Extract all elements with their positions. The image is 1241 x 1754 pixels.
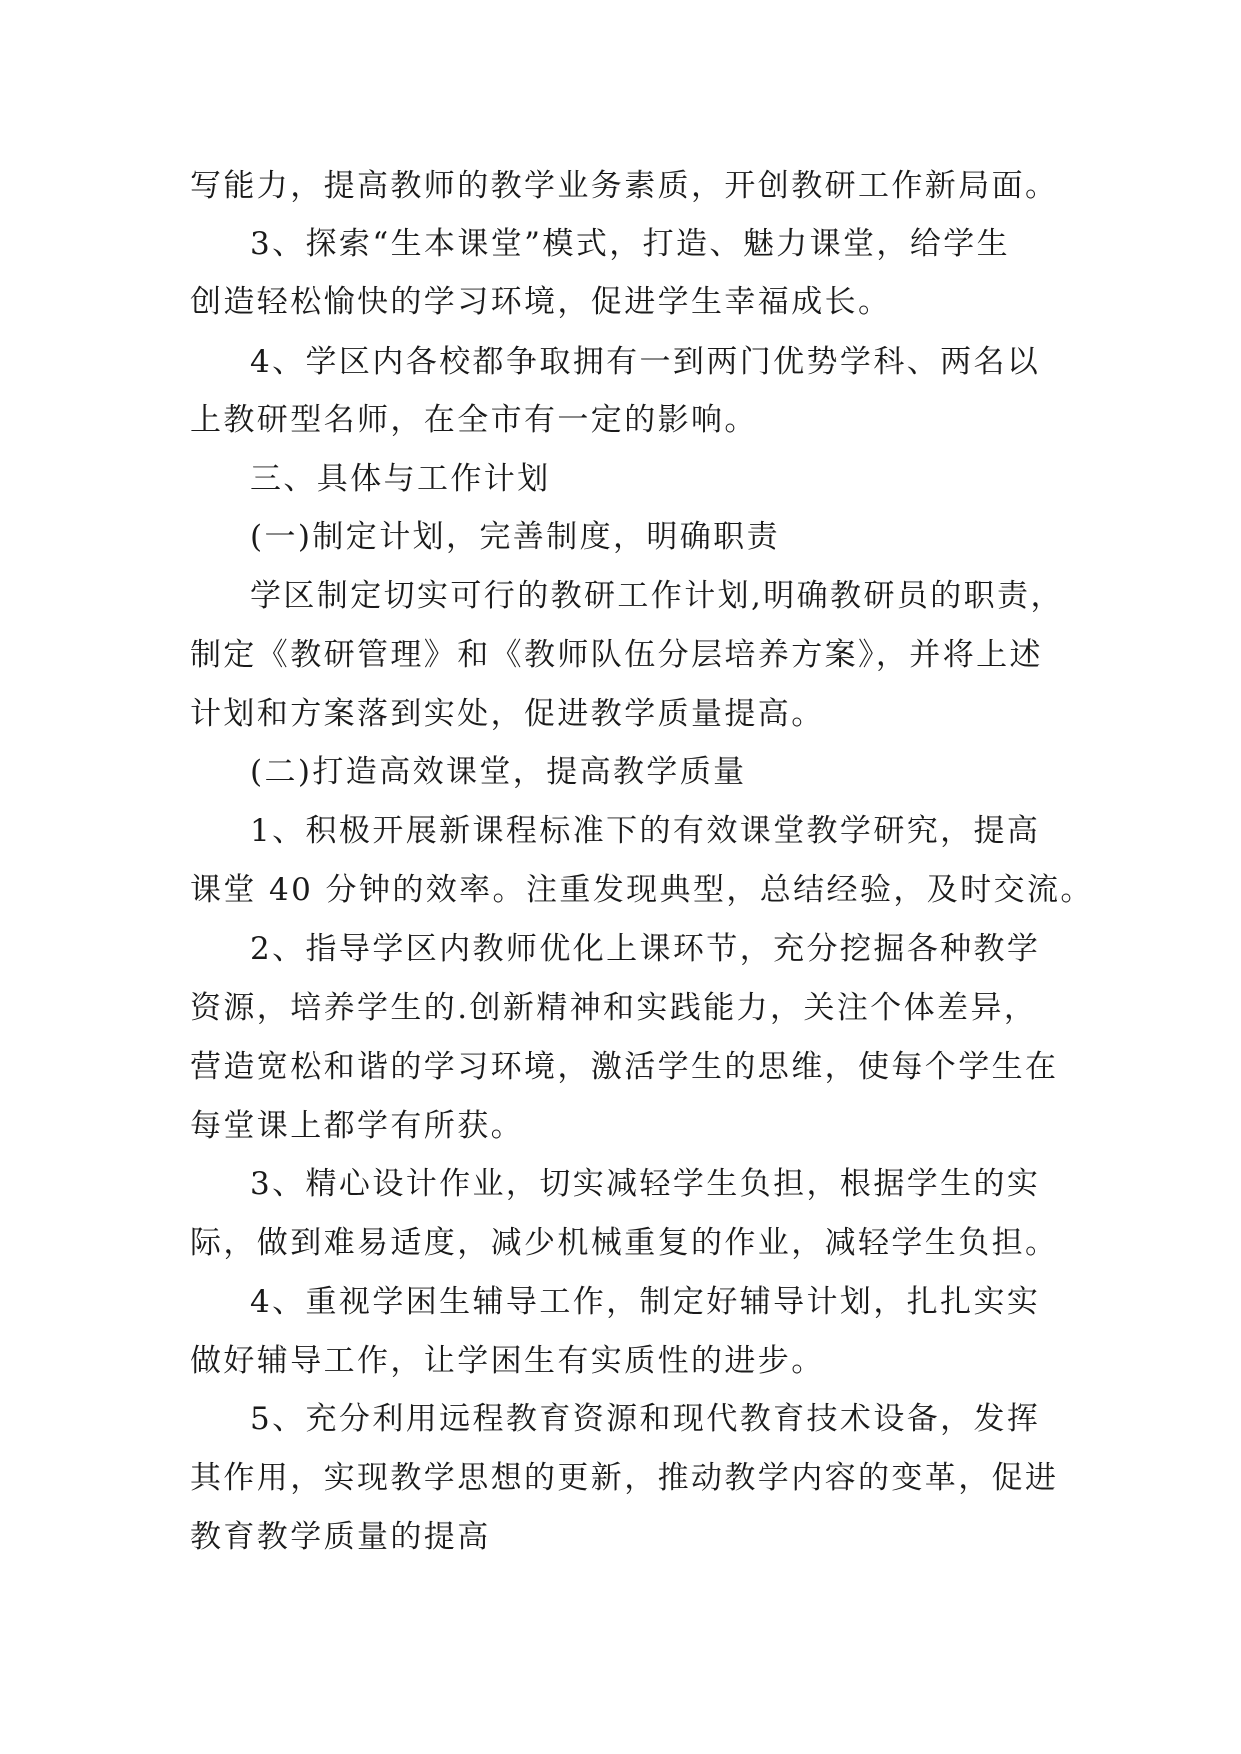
text-line: 上教研型名师，在全市有一定的影响。 (190, 402, 758, 438)
text-line: 其作用，实现教学思想的更新，推动教学内容的变革，促进 (190, 1460, 1059, 1496)
text-line: 制定《教研管理》和《教师队伍分层培养方案》，并将上述 (190, 637, 1043, 673)
text-line: 学区制定切实可行的教研工作计划,明确教研员的职责， (250, 578, 1064, 614)
text-line: 5、充分利用远程教育资源和现代教育技术设备，发挥 (250, 1401, 1041, 1437)
section-heading: 三、具体与工作计划 (250, 461, 551, 497)
text-line: 际，做到难易适度，减少机械重复的作业，减轻学生负担。 (190, 1225, 1059, 1261)
text-line: 3、探索“生本课堂”模式，打造、魅力课堂，给学生 (250, 226, 1011, 262)
text-line: 教育教学质量的提高 (190, 1519, 491, 1555)
text-line: 3、精心设计作业，切实减轻学生负担，根据学生的实 (250, 1166, 1041, 1202)
text-line: 资源，培养学生的.创新精神和实践能力，关注个体差异， (190, 990, 1038, 1026)
text-line: 写能力，提高教师的教学业务素质，开创教研工作新局面。 (190, 168, 1059, 204)
subsection-heading: (二)打造高效课堂，提高教学质量 (250, 754, 747, 790)
text-line: 创造轻松愉快的学习环境，促进学生幸福成长。 (190, 284, 892, 320)
text-line: 做好辅导工作，让学困生有实质性的进步。 (190, 1343, 825, 1379)
text-line: 计划和方案落到实处，促进教学质量提高。 (190, 696, 825, 732)
text-line: 每堂课上都学有所获。 (190, 1108, 524, 1144)
text-line: 4、重视学困生辅导工作，制定好辅导计划，扎扎实实 (250, 1284, 1041, 1320)
text-line: 4、学区内各校都争取拥有一到两门优势学科、两名以 (250, 344, 1041, 380)
text-line: 营造宽松和谐的学习环境，激活学生的思维，使每个学生在 (190, 1049, 1059, 1085)
text-line: 2、指导学区内教师优化上课环节，充分挖掘各种教学 (250, 931, 1041, 967)
text-line: 课堂 40 分钟的效率。注重发现典型，总结经验，及时交流。 (190, 872, 1094, 908)
subsection-heading: (一)制定计划，完善制度，明确职责 (250, 519, 780, 555)
text-line: 1、积极开展新课程标准下的有效课堂教学研究，提高 (250, 813, 1041, 849)
